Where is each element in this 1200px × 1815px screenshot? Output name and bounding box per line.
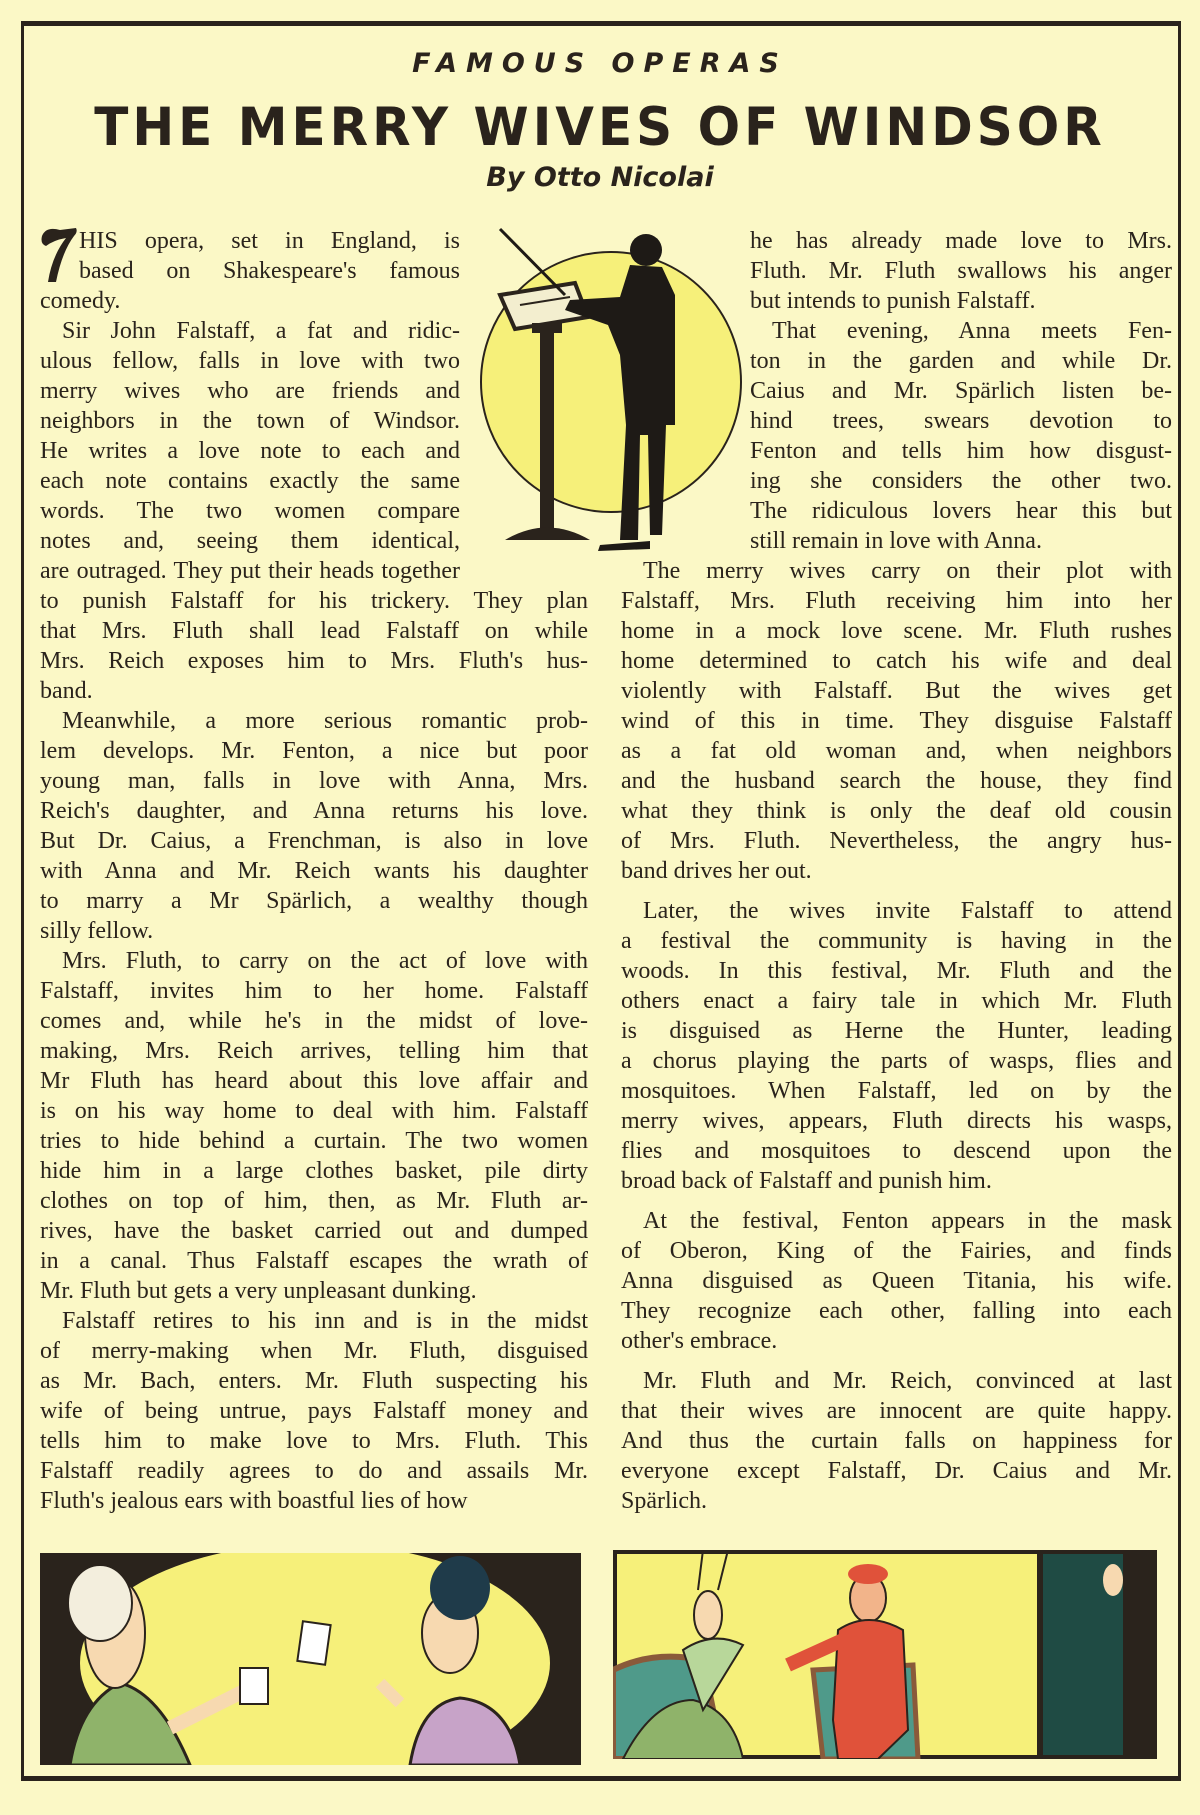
text-line: still remain in love with Anna. <box>750 528 1042 554</box>
text-line: he has already made love to Mrs. <box>750 228 1172 254</box>
right-column-top-block <box>750 226 1172 556</box>
text-line: ulous fellow, falls in love with two <box>40 348 460 374</box>
text-line: home in a mock love scene. Mr. Fluth rushes <box>621 618 1172 644</box>
text-line: Fluth's jealous ears with boastful lies of how <box>40 1488 468 1514</box>
text-line: to punish Falstaff for his trickery. They plan <box>40 588 588 614</box>
text-line: The merry wives carry on their plot with <box>643 558 1172 584</box>
text-line: and the husband search the house, they find <box>621 768 1172 794</box>
text-line: violently with Falstaff. But the wives get <box>621 678 1172 704</box>
text-line: other's embrace. <box>621 1328 778 1354</box>
text-line: comedy. <box>40 288 121 314</box>
text-line: They recognize each other, falling into each <box>621 1298 1172 1324</box>
text-line: is on his way home to deal with him. Falstaff <box>40 1098 588 1124</box>
panel-falstaff-visits-mrs-fluth <box>613 1550 1157 1759</box>
text-line: tries to hide behind a curtain. The two women <box>40 1128 588 1154</box>
eavesdropper <box>1103 1564 1123 1596</box>
text-line: of Oberon, King of the Fairies, and finds <box>621 1238 1172 1264</box>
text-line: making, Mrs. Reich arrives, telling him that <box>40 1038 588 1064</box>
text-line: merry wives, appears, Fluth directs his wasps, <box>621 1108 1172 1134</box>
text-line: woods. In this festival, Mr. Fluth and the <box>621 958 1172 984</box>
text-line: with Anna and Mr. Reich wants his daughter <box>40 858 588 884</box>
text-line: others enact a fairy tale in which Mr. Fluth <box>621 988 1172 1014</box>
text-line: silly fellow. <box>40 918 154 944</box>
text-line: wife of being untrue, pays Falstaff money and <box>40 1398 588 1424</box>
text-line: of merry-making when Mr. Fluth, disguised <box>40 1338 588 1364</box>
text-line: hind trees, swears devotion to <box>750 408 1172 434</box>
text-line: Mr Fluth has heard about this love affair and <box>40 1068 588 1094</box>
text-line: Mrs. Reich exposes him to Mrs. Fluth's hus- <box>40 648 588 674</box>
text-line: Spärlich. <box>621 1488 707 1514</box>
text-line: ing she considers the other two. <box>750 468 1172 494</box>
text-line: HIS opera, set in England, is <box>79 228 460 254</box>
text-line: But Dr. Caius, a Frenchman, is also in love <box>40 828 588 854</box>
panel-two-wives-with-notes <box>40 1553 581 1765</box>
text-line: Anna disguised as Queen Titania, his wife. <box>621 1268 1172 1294</box>
text-line: wind of this in time. They disguise Falstaff <box>621 708 1172 734</box>
text-line: Sir John Falstaff, a fat and ridic- <box>62 318 460 344</box>
text-line: mosquitoes. When Falstaff, led on by the <box>621 1078 1172 1104</box>
text-line: Mr. Fluth and Mr. Reich, convinced at last <box>643 1368 1172 1394</box>
text-line: that their wives are innocent are quite happy. <box>621 1398 1172 1424</box>
text-line: Mr. Fluth but gets a very unpleasant dunking. <box>40 1278 477 1304</box>
text-line: neighbors in the town of Windsor. <box>40 408 460 434</box>
text-line: are outraged. They put their heads together <box>40 558 460 584</box>
text-line: is disguised as Herne the Hunter, leading <box>621 1018 1172 1044</box>
text-line: home determined to catch his wife and deal <box>621 648 1172 674</box>
text-line: of Mrs. Fluth. Nevertheless, the angry hus- <box>621 828 1172 854</box>
right-column-main-block <box>621 556 1172 1516</box>
text-line: as a fat old woman and, when neighbors <box>621 738 1172 764</box>
text-line: The ridiculous lovers hear this but <box>750 498 1172 524</box>
text-line: Falstaff retires to his inn and is in the midst <box>62 1308 588 1334</box>
text-line: merry wives who are friends and <box>40 378 460 404</box>
page-title: THE MERRY WIVES OF WINDSOR <box>94 96 1106 158</box>
text-line: hide him in a large clothes basket, pile dirty <box>40 1158 588 1184</box>
text-line: band. <box>40 678 93 704</box>
left-text-column <box>40 226 588 1516</box>
text-line: to marry a Mr Spärlich, a wealthy though <box>40 888 588 914</box>
text-line: words. The two women compare <box>40 498 460 524</box>
text-line: in a canal. Thus Falstaff escapes the wrath of <box>40 1248 588 1274</box>
text-line: rives, have the basket carried out and dumped <box>40 1218 588 1244</box>
text-line: Caius and Mr. Spärlich listen be- <box>750 378 1172 404</box>
text-line: a festival the community is having in the <box>621 928 1172 954</box>
text-line: lem develops. Mr. Fenton, a nice but poor <box>40 738 588 764</box>
text-line: He writes a love note to each and <box>40 438 460 464</box>
text-line: Fenton and tells him how disgust- <box>750 438 1172 464</box>
text-line: Fluth. Mr. Fluth swallows his anger <box>750 258 1172 284</box>
text-line: young man, falls in love with Anna, Mrs. <box>40 768 588 794</box>
text-line: notes and, seeing them identical, <box>40 528 460 554</box>
text-line: what they think is only the deaf old cousin <box>621 798 1172 824</box>
text-line: based on Shakespeare's famous <box>79 258 460 284</box>
text-line: Falstaff readily agrees to do and assails Mr. <box>40 1458 588 1484</box>
text-line: but intends to punish Falstaff. <box>750 288 1036 314</box>
text-line: band drives her out. <box>621 858 812 884</box>
text-line: Meanwhile, a more serious romantic prob- <box>62 708 588 734</box>
text-line: broad back of Falstaff and punish him. <box>621 1168 992 1194</box>
text-line: Falstaff, Mrs. Fluth receiving him into her <box>621 588 1172 614</box>
byline: By Otto Nicolai <box>486 162 714 193</box>
text-line: Falstaff, invites him to her home. Falstaff <box>40 978 588 1004</box>
text-line: Mrs. Fluth, to carry on the act of love with <box>62 948 588 974</box>
text-line: And thus the curtain falls on happiness for <box>621 1428 1172 1454</box>
series-kicker: FAMOUS OPERAS <box>412 48 788 79</box>
text-line: as Mr. Bach, enters. Mr. Fluth suspecting his <box>40 1368 588 1394</box>
text-line: tells him to make love to Mrs. Fluth. This <box>40 1428 588 1454</box>
text-line: Reich's daughter, and Anna returns his love. <box>40 798 588 824</box>
text-line: comes and, while he's in the midst of love- <box>40 1008 588 1034</box>
text-line: ton in the garden and while Dr. <box>750 348 1172 374</box>
text-line: Later, the wives invite Falstaff to attend <box>643 898 1172 924</box>
text-line: clothes on top of him, then, as Mr. Fluth ar- <box>40 1188 588 1214</box>
text-line: that Mrs. Fluth shall lead Falstaff on while <box>40 618 588 644</box>
text-line: At the festival, Fenton appears in the mask <box>643 1208 1172 1234</box>
text-line: That evening, Anna meets Fen- <box>772 318 1172 344</box>
text-line: everyone except Falstaff, Dr. Caius and Mr. <box>621 1458 1172 1484</box>
text-line: each note contains exactly the same <box>40 468 460 494</box>
text-line: a chorus playing the parts of wasps, flies and <box>621 1048 1172 1074</box>
text-line: flies and mosquitoes to descend upon the <box>621 1138 1172 1164</box>
right-text-column <box>621 226 1172 1516</box>
